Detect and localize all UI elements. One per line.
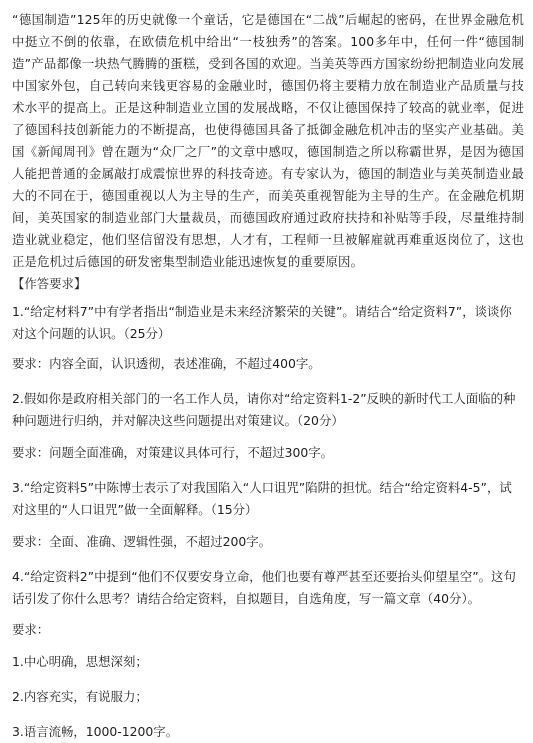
requirement-4-item-2: 2.内容充实，有说服力； bbox=[12, 689, 148, 704]
intro-paragraph: “德国制造”125年的历史就像一个童话，它是德国在“二战”后崛起的密码，在世界金融危机中挺立不倒的依靠，在欧债危机中给出“一枝独秀”的答案。100多年中，任何一件“德国制造”产品都像一块热气腾腾的蛋糕，受到各国的欢迎。当美英等西方国家纷纷把制造业向发展中国家外包，自己转向来钱更容易的金融业时，德国仍将主要精力放在制造业产品质量与技术水平的提高上。正是这种制造业立国的发展战略，不仅让德国保持了较高的就业率，促进了德国科技创新能力的不断提高，也使得德国具备了抵御金融危机冲击的坚实产业基础。美国《新闻周刊》曾在题为“众厂之厂”的文章中感叹，德国制造之所以称霸世界，是因为德国人能把普通的金属敲打成震惊世界的科技奇迹。有专家认为，德国的制造业与美英制造业最大的不同在于，德国重视以人为主导的生产，而美英重视智能为主导的生产。在金融危机期间，美英国家的制造业部门大量裁员，而德国政府通过政府扶持和补贴等手段，尽量维持制造业就业稳定，他们坚信留没有思想，人才有，工程师一旦被解雇就再难重返岗位了，这也正是危机过后德国的研发密集型制造业能迅速恢复的重要原因。 bbox=[12, 12, 524, 269]
requirement-2: 要求：问题全面准确，对策建议具体可行，不超过300字。 bbox=[12, 445, 334, 460]
requirement-3: 要求：全面、准确、逻辑性强，不超过200字。 bbox=[12, 534, 272, 549]
requirement-4-item-3: 3.语言流畅，1000-1200字。 bbox=[12, 724, 179, 739]
requirement-4-item-1: 1.中心明确，思想深刻； bbox=[12, 654, 148, 669]
requirement-1: 要求：内容全面，认识透彻，表述准确，不超过400字。 bbox=[12, 356, 321, 371]
question-4: 4.“给定资料2”中提到“他们不仅要安身立命，他们也要有尊严甚至还要抬头仰望星空”。这句话引发了你什么思考？请结合给定资料，自拟题目，自选角度，写一篇文章（40分）。 bbox=[12, 569, 516, 606]
question-2: 2.假如你是政府相关部门的一名工作人员，请你对“给定资料1-2”反映的新时代工人面临的种种问题进行归纳，并对解决这些问题提出对策建议。（20分） bbox=[12, 391, 516, 428]
section-heading: 【作答要求】 bbox=[12, 276, 87, 291]
question-3: 3.“给定资料5”中陈博士表示了对我国陷入“人口诅咒”陷阱的担忧。结合“给定资料4-5”，试对这里的“人口诅咒”做一全面解释。（15分） bbox=[12, 480, 512, 517]
requirement-4-label: 要求： bbox=[12, 622, 50, 637]
question-1: 1.“给定材料7”中有学者指出“制造业是未来经济繁荣的关键”。请结合“给定资料7”，谈谈你对这个问题的认识。（25分） bbox=[12, 304, 512, 341]
